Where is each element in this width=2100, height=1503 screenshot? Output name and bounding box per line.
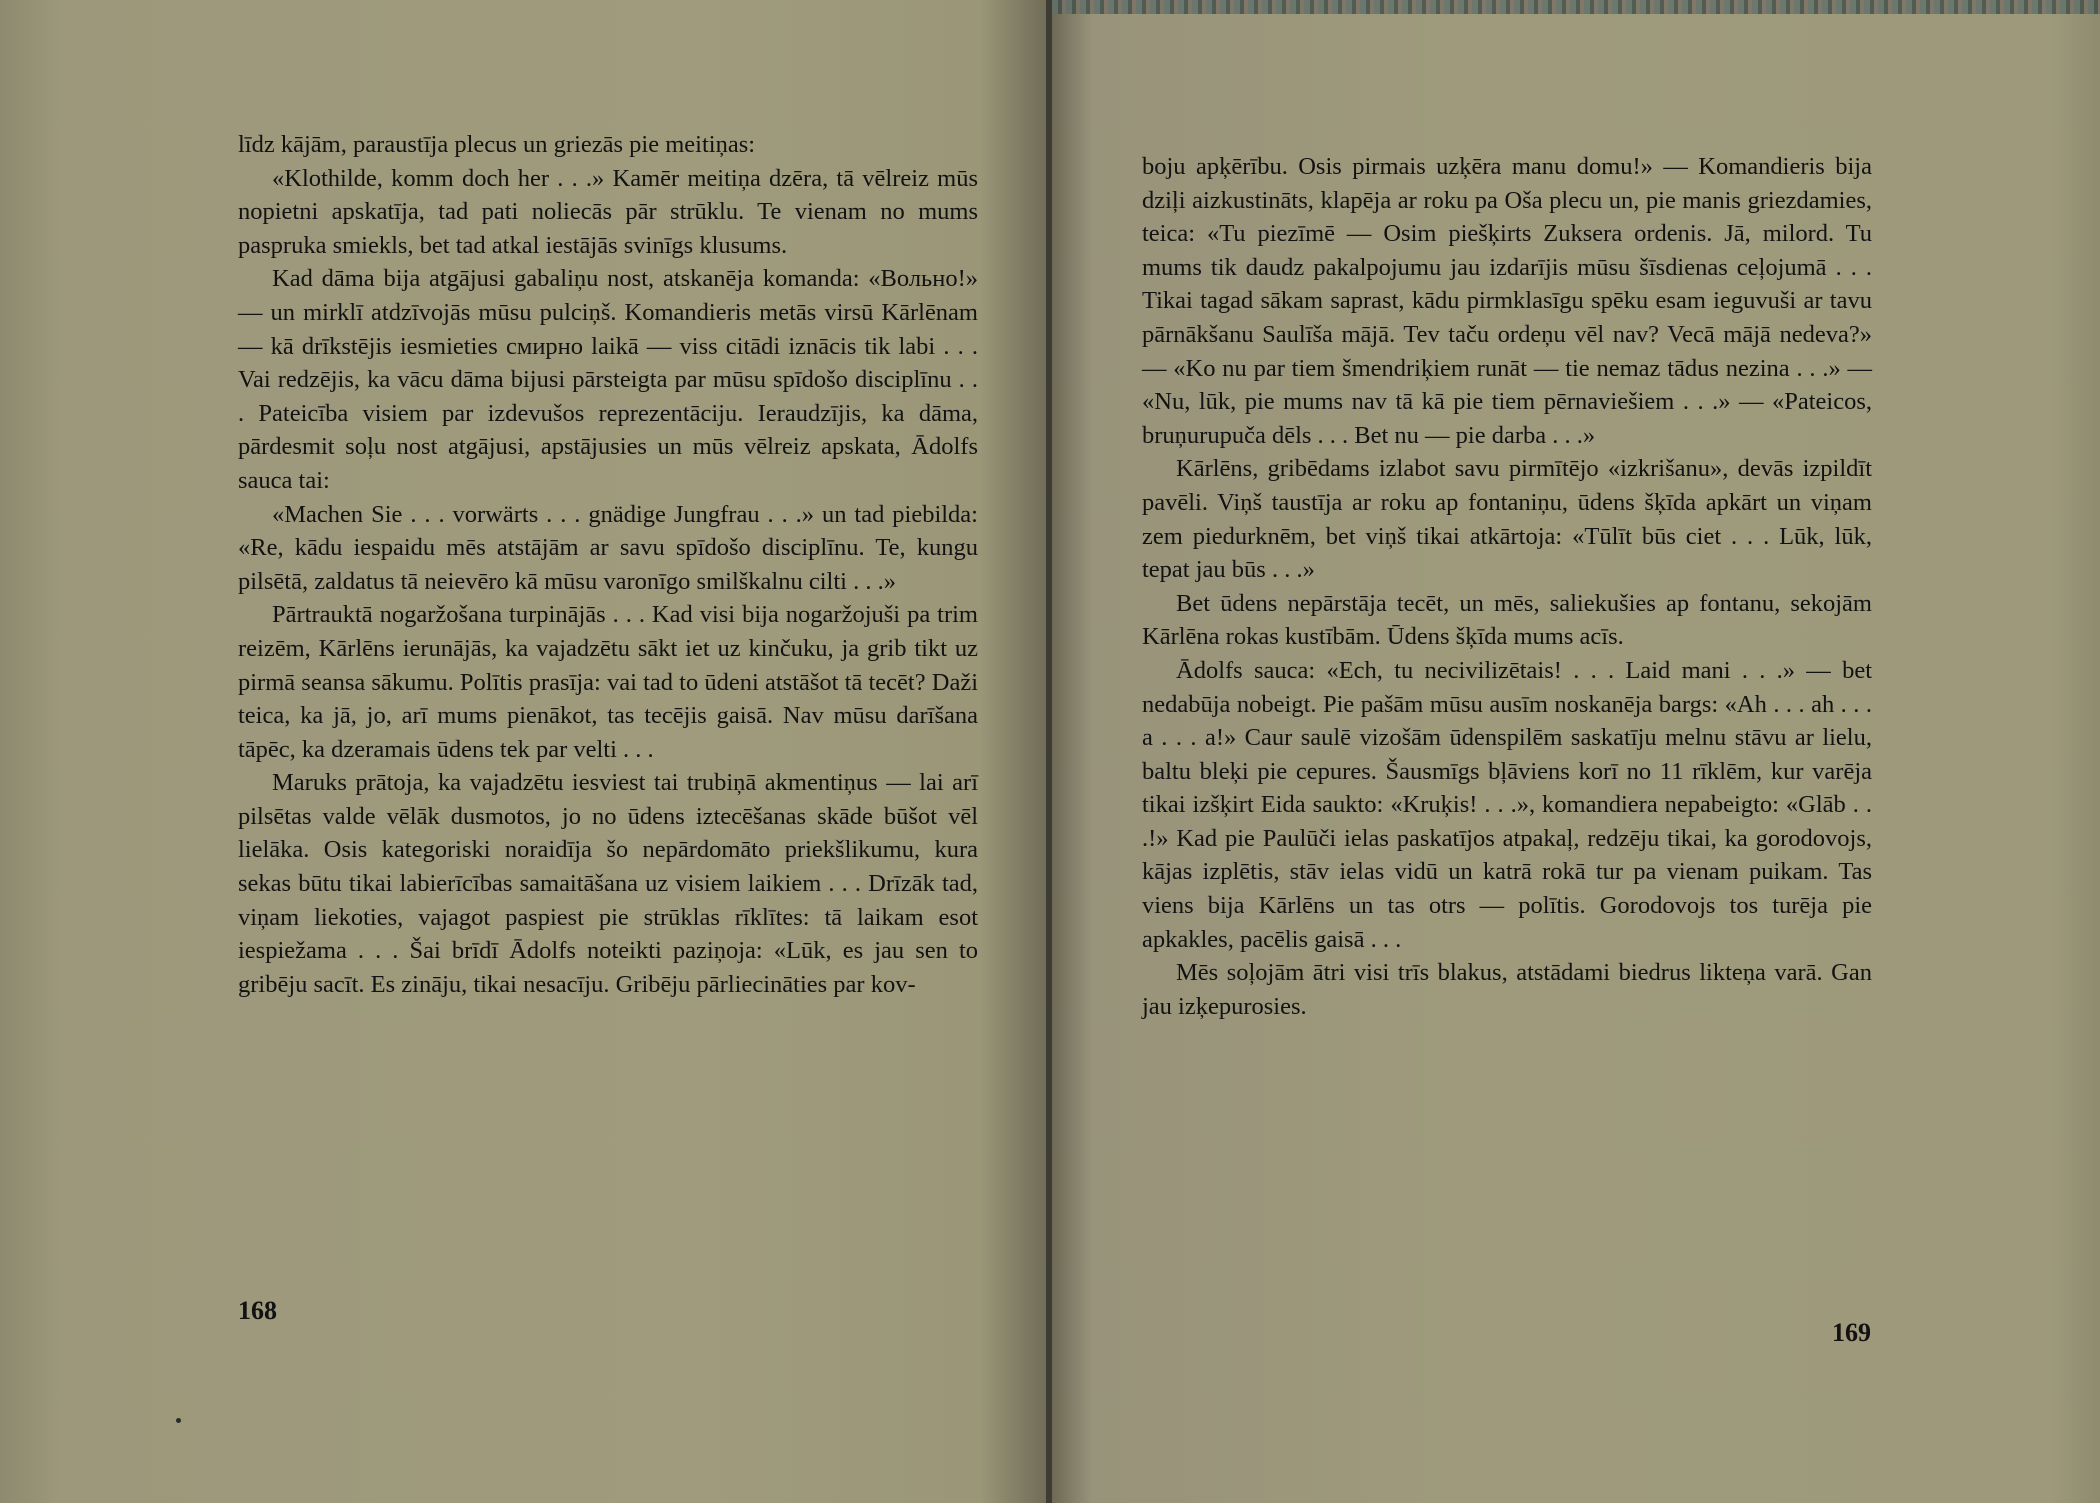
paragraph: Maruks prātoja, ka vajadzētu iesviest tai trubiņā akmentiņus — lai arī pilsētas valde vēlāk dusmotos, jo no ūdens iztecēšanas skāde būšot vēl lielāka. Osis kategoriski noraidīja šo nepārdomāto priekšlikumu, kura sekas būtu tikai labierīcības samaitāšana uz visiem laikiem . . . Drīzāk tad, viņam liekoties, vajagot paspiest pie strūklas rīklītes: tā laikam esot iespiežama . . . Šai brīdī Ādolfs noteikti paziņoja: «Lūk, es jau sen to gribēju sacīt. Es zināju, tikai nesacīju. Gribēju pārliecināties par kov- [238,769,978,998]
paragraph: Kad dāma bija atgājusi gabaliņu nost, atskanēja komanda: «Вольно!» — un mirklī atdzīvojās mūsu pulciņš. Komandieris metās virsū Kārlēnam — kā drīkstējis iesmieties смирно laikā — viss citādi iznācis tik labi . . . Vai redzējis, ka vācu dāma bijusi pārsteigta par mūsu spīdošo disciplīnu . . . Pateicība visiem par izdevušos reprezentāciju. Ieraudzījis, ka dāma, pārdesmit soļu nost atgājusi, apstājusies un mūs vēlreiz apskata, Ādolfs sauca tai: [238,265,978,494]
paragraph: Mēs soļojām ātri visi trīs blakus, atstādami biedrus likteņa varā. Gan jau izķepurosies. [1142,959,1872,1020]
right-page-text [1142,150,1872,1023]
page-number: 169 [1832,1318,1871,1347]
paragraph: Ādolfs sauca: «Ech, tu necivilizētais! . . . Laid mani . . .» — bet nedabūja nobeigt. Pie pašām mūsu ausīm noskanēja bargs: «Ah . . . ah . . . a . . . a!» Caur saulē vizošām ūdenspilēm saskatīju melnu stāvu ar lielu, baltu bleķi pie cepures. Šausmīgs bļāviens korī no 11 rīklēm, kur varēja tikai izšķirt Eida saukto: «Kruķis! . . .», komandiera nepabeigto: «Glāb . . .!» Kad pie Paulūči ielas paskatījos atpakaļ, redzēju tikai, ka gorodovojs, kājas izplētis, stāv ielas vidū un katrā rokā tur pa vienam puikam. Tas viens bija Kārlēns un tas otrs — polītis. Gorodovojs tos turēja pie apkakles, pacēlis gaisā . . . [1142,656,1872,953]
paragraph: līdz kājām, paraustīja plecus un griezās pie meitiņas: [238,131,756,158]
paragraph: «Klothilde, komm doch her . . .» Kamēr meitiņa dzēra, tā vēlreiz mūs nopietni apskatīja, tad pati noliecās pār strūklu. Te vienam no mums paspruka smiekls, bet tad atkal iestājās svinīgs klusums. [238,164,978,259]
paragraph: Bet ūdens nepārstāja tecēt, un mēs, saliekušies ap fontanu, sekojām Kārlēna rokas kustībām. Ūdens šķīda mums acīs. [1142,589,1872,651]
paragraph: «Machen Sie . . . vorwärts . . . gnädige Jungfrau . . .» un tad piebilda: «Re, kādu iespaidu mēs atstājām ar savu spīdošo disciplīnu. Te, kungu pilsētā, zaldatus tā neievēro kā mūsu varonīgo smilškalnu cilti . . .» [238,500,978,595]
paper-speck [176,1418,181,1423]
paragraph: boju apķērību. Osis pirmais uzķēra manu domu!» — Komandieris bija dziļi aizkustināts, klapēja ar roku pa Oša plecu un, pie manis griezdamies, teica: «Tu piezīmē — Osim piešķirts Zuksera ordenis. Jā, milord. Tu mums tik daudz pakalpojumu jau izdarījis mūsu šīsdienas ceļojumā . . . Tikai tagad sākam saprast, kādu pirmklasīgu spēku esam ieguvuši ar tavu pārnākšanu Saulīša mājā. Tev taču ordeņu vēl nav? Vecā mājā nedeva?» — «Ko nu par tiem šmendriķiem runāt — tie nemaz tādus nezina . . .» — «Nu, lūk, pie mums nav tā kā pie tiem pērnaviešiem . . .» — «Pateicos, bruņurupuča dēls . . . Bet nu — pie darba . . .» [1142,153,1872,449]
right-page [1052,0,2100,1503]
left-page-text [238,128,978,1001]
cover-edge [1052,0,2100,14]
page-number: 168 [238,1296,277,1325]
paragraph: Kārlēns, gribēdams izlabot savu pirmītējo «izkrišanu», devās izpildīt pavēli. Viņš taustīja ar roku ap fontaniņu, ūdens šķīda apkārt un viņam zem piedurknēm, bet viņš tikai atkārtoja: «Tūlīt būs ciet . . . Lūk, lūk, tepat jau būs . . .» [1142,455,1872,584]
left-page [0,0,1048,1503]
paragraph: Pārtrauktā nogaržošana turpinājās . . . Kad visi bija nogaržojuši pa trim reizēm, Kārlēns ierunājās, ka vajadzētu sākt iet uz kinčuku, ja grib tikt uz pirmā seansa sākumu. Polītis prasīja: vai tad to ūdeni atstāšot tā tecēt? Daži teica, ka jā, jo, arī mums pienākot, tas tecējis gaisā. Nav mūsu darīšana tāpēc, ka dzeramais ūdens tek par velti . . . [238,601,978,763]
